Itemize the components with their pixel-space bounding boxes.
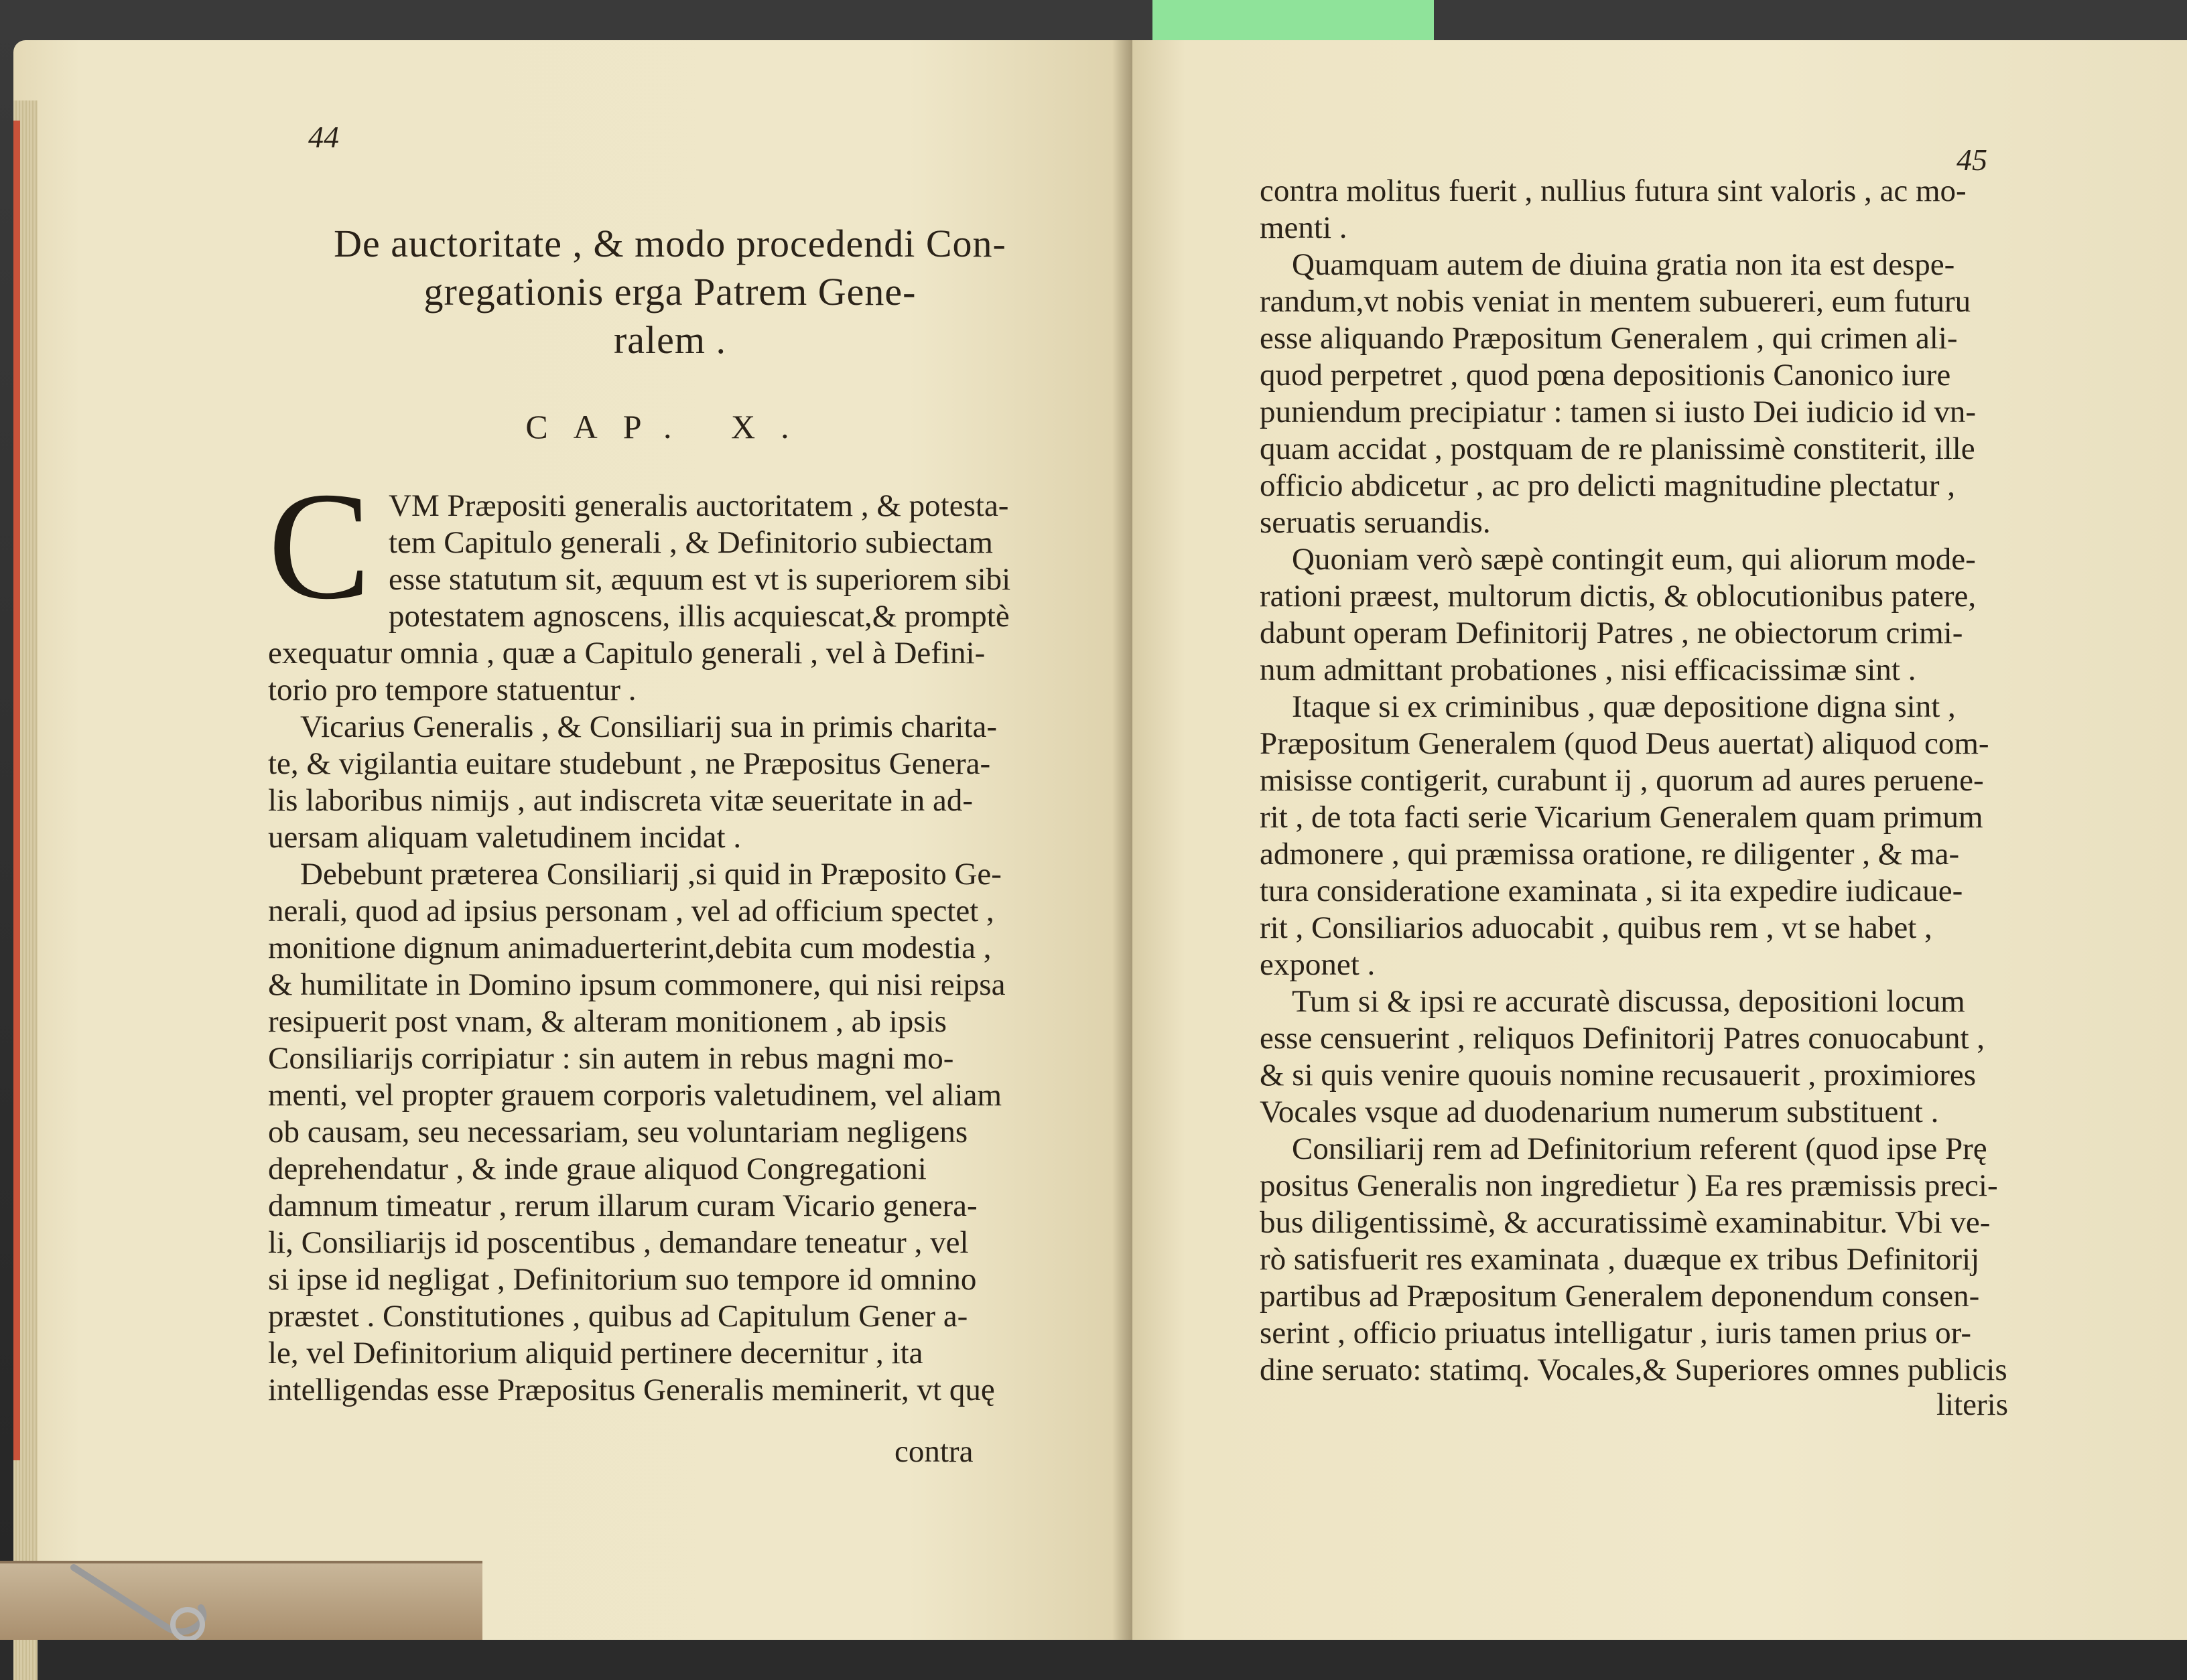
page-number-right: 45 [1957,143,1987,177]
text-line: Tum si & ipsi re accuratè discussa, depositioni locum [1292,984,1965,1019]
text-line: quod perpetret , quod pœna depositionis Canonico iure [1260,358,1951,393]
text-line: esse censuerint , reliquos Definitorij Patres conuocabunt , [1260,1021,1985,1056]
text-line: Quamquam autem de diuina gratia non ita est despe- [1292,247,1955,282]
text-line: tem Capitulo generali , & Definitorio subiectam [389,525,993,560]
text-line: Itaque si ex criminibus , quæ depositione digna sint , [1292,689,1956,724]
text-line: positus Generalis non ingredietur ) Ea res præmissis preci- [1260,1168,1998,1203]
chapter-label: CAP. X. [525,408,815,445]
text-line: rit , Consiliarios aduocabit , quibus rem , vt se habet , [1260,910,1932,945]
text-line: misisse contigerit, curabunt ij , quorum ad aures peruene- [1260,763,1984,798]
text-line: & si quis venire quouis nomine recusauerit , proximiores [1260,1058,1977,1093]
text-line: Quoniam verò sæpè contingit eum, qui aliorum mode- [1292,542,1976,577]
text-line: Consiliarijs corripiatur : sin autem in rebus magni mo- [268,1041,954,1076]
text-line: deprehendatur , & inde graue aliquod Congregationi [268,1151,927,1186]
wire-clip-icon [67,1561,228,1640]
text-line: le, vel Definitorium aliquid pertinere decernitur , ita [268,1336,923,1371]
left-page [13,40,1132,1640]
text-line: Præpositum Generalem (quod Deus auertat) aliquod com- [1260,726,1989,761]
text-line: menti, vel propter grauem corporis valetudinem, vel aliam [268,1078,1002,1113]
text-line: intelligendas esse Præpositus Generalis meminerit, vt quę [268,1373,995,1407]
text-line: esse aliquando Præpositum Generalem , qui crimen ali- [1260,321,1958,356]
heading-line: ralem . [613,318,727,362]
text-line: exponet . [1260,947,1376,982]
text-line: tura consideratione examinata , si ita expedire iudicaue- [1260,873,1963,908]
text-line: Debebunt præterea Consiliarij ,si quid in Præposito Ge- [300,857,1002,892]
text-line: Vicarius Generalis , & Consiliarij sua in primis charita- [300,709,998,744]
text-line: contra molitus fuerit , nullius futura sint valoris , ac mo- [1260,173,1967,208]
red-edge [13,121,20,1460]
text-line: præstet . Constitutiones , quibus ad Capitulum Gener a- [268,1299,968,1334]
text-line: Consiliarij rem ad Definitorium referent (quod ipse Prę [1292,1131,1987,1166]
text-line: bus diligentissimè, & accuratissimè examinabitur. Vbi ve- [1260,1205,1991,1240]
text-line: dabunt operam Definitorij Patres , ne obiectorum crimi- [1260,616,1963,650]
text-line: monitione dignum animaduerterint,debita cum modestia , [268,930,992,965]
text-line: lis laboribus nimijs , aut indiscreta vitæ seueritate in ad- [268,783,974,818]
chapter-heading [268,220,1072,364]
text-line: nerali, quod ad ipsius personam , vel ad officium spectet , [268,894,994,928]
text-line: uersam aliquam valetudinem incidat . [268,820,742,855]
text-line: damnum timeatur , rerum illarum curam Vicario genera- [268,1188,978,1223]
text-line: VM Præpositi generalis auctoritatem , & potesta- [389,488,1009,523]
first-paragraph-indented [389,488,1059,635]
heading-line: gregationis erga Patrem Gene- [423,270,917,313]
text-line: dine seruato: statimq. Vocales,& Superiores omnes publicis [1260,1352,2007,1387]
catchword-left: contra [894,1434,974,1469]
text-line: Vocales vsque ad duodenarium numerum substituent . [1260,1095,1939,1129]
text-line: torio pro tempore statuentur . [268,673,637,707]
text-line: rò satisfuerit res examinata , duæque ex tribus Definitorij [1260,1242,1980,1277]
text-line: potestatem agnoscens, illis acquiescat,& promptè [389,599,1010,634]
heading-line: De auctoritate , & modo procedendi Con- [334,222,1006,265]
text-line: partibus ad Præpositum Generalem deponendum consen- [1260,1279,1980,1314]
text-line: exequatur omnia , quæ a Capitulo generali , vel à Defini- [268,636,986,671]
text-line: ob causam, seu necessariam, seu voluntariam negligens [268,1115,968,1149]
text-line: serint , officio priuatus intelligatur , iuris tamen prius or- [1260,1316,1971,1350]
text-line: num admittant probationes , nisi efficacissimæ sint . [1260,652,1916,687]
text-line: li, Consiliarijs id poscentibus , demandare teneatur , vel [268,1225,969,1260]
drop-initial-letter: C [268,460,371,631]
text-line: randum,vt nobis veniat in mentem subuereri, eum futuru [1260,284,1971,319]
text-line: menti . [1260,210,1347,245]
text-line: resipuerit post vnam, & alteram monitionem , ab ipsis [268,1004,947,1039]
text-line: admonere , qui præmissa oratione, re diligenter , & ma- [1260,837,1960,871]
text-line: rit , de tota facti serie Vicarium Generalem quam primum [1260,800,1983,835]
text-line: te, & vigilantia euitare studebunt , ne Præpositus Genera- [268,746,991,781]
text-line: rationi præest, multorum dictis, & oblocutionibus patere, [1260,579,1977,614]
left-body-text [268,635,1059,1409]
text-line: si ipse id negligat , Definitorium suo tempore id omnino [268,1262,977,1297]
text-line: esse statutum sit, æquum est vt is superiorem sibi [389,562,1011,597]
text-line: seruatis seruandis. [1260,505,1491,540]
drop-initial [268,460,371,631]
page-number-left: 44 [308,120,339,154]
right-body-text [1260,173,2117,1389]
catchword-right: literis [1936,1387,2009,1422]
right-page [1132,40,2187,1640]
text-line: officio abdicetur , ac pro delicti magnitudine plectatur , [1260,468,1955,503]
text-line: quam accidat , postquam de re planissimè constiterit, ille [1260,431,1975,466]
text-line: puniendum precipiatur : tamen si iusto Dei iudicio id vn- [1260,395,1977,429]
text-line: & humilitate in Domino ipsum commonere, qui nisi reipsa [268,967,1006,1002]
